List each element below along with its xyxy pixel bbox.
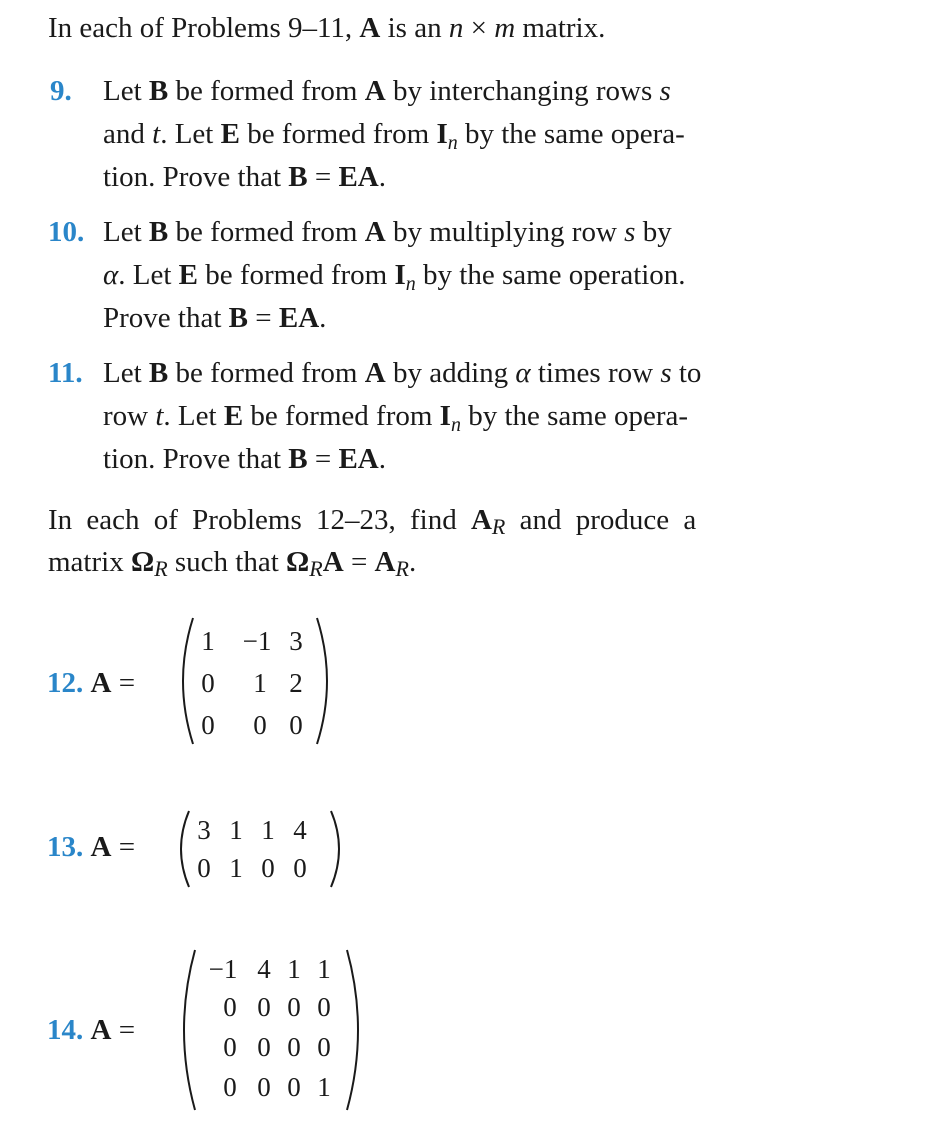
text: by the same opera-	[457, 118, 685, 150]
text: Let	[103, 216, 149, 248]
text: by	[635, 216, 672, 248]
intro-text: is an	[380, 12, 449, 44]
omega: Ω	[286, 546, 310, 578]
subscript-R: R	[154, 556, 168, 581]
matrix-cell: 0	[201, 710, 215, 740]
text: times row	[530, 357, 661, 389]
period: .	[319, 302, 327, 334]
var-s: s	[660, 357, 672, 389]
var-t: t	[155, 400, 164, 432]
problem-number-12: 12.	[47, 667, 84, 699]
period: .	[378, 443, 387, 475]
var-s: s	[659, 75, 671, 107]
matrix-cell: 0	[317, 1032, 331, 1062]
matrix-I: I	[436, 118, 448, 150]
problem-9-line-3	[103, 160, 386, 194]
matrix-I: I	[394, 259, 406, 291]
subscript-R: R	[491, 514, 506, 539]
alpha: α	[103, 259, 119, 291]
text: by the same operation.	[415, 259, 686, 291]
problem-10-line-1	[103, 215, 672, 249]
matrix-cell: 0	[287, 992, 301, 1022]
subscript-n: n	[447, 132, 458, 154]
matrix-cell: 0	[197, 853, 211, 883]
matrix-B: B	[148, 357, 169, 389]
matrix-cell: 0	[201, 668, 215, 698]
equals: =	[248, 302, 279, 334]
matrix-E: E	[178, 259, 198, 291]
matrix-cell: 0	[257, 992, 271, 1022]
matrix-cell: 1	[317, 1072, 331, 1102]
text: be formed from	[197, 259, 395, 291]
matrix-cell: 0	[257, 1032, 271, 1062]
equals: =	[343, 546, 375, 578]
matrix-A: A	[90, 667, 112, 699]
subscript-n: n	[405, 273, 416, 295]
matrix-cell: −1	[242, 626, 272, 656]
matrix-cell: 0	[289, 710, 303, 740]
matrix-cell: 1	[287, 954, 301, 984]
problem-10-line-3	[103, 301, 326, 335]
equals: =	[307, 443, 339, 475]
matrix-EA: EA	[338, 161, 379, 193]
text: be formed from	[168, 357, 365, 389]
matrix-cell: 0	[223, 1072, 237, 1102]
text: row	[103, 400, 156, 432]
text: by adding	[385, 357, 516, 389]
matrix-cell: 3	[289, 626, 303, 656]
problem-11-line-3	[103, 442, 386, 476]
problem-number-14: 14.	[47, 1014, 84, 1046]
text: tion. Prove that	[103, 161, 289, 193]
matrix-EA: EA	[338, 443, 379, 475]
problem-11-line-1	[103, 356, 701, 390]
matrix-B: B	[148, 75, 169, 107]
matrix-A: A	[90, 1014, 112, 1046]
matrix-cell: 4	[257, 954, 271, 984]
matrix-EA: EA	[278, 302, 320, 334]
matrix-cell: 0	[287, 1072, 301, 1102]
equals: =	[307, 161, 339, 193]
problem-13-label	[47, 830, 135, 864]
text: . Let	[163, 400, 224, 432]
var-s: s	[624, 216, 636, 248]
matrix-cell: 0	[223, 992, 237, 1022]
text: be formed from	[239, 118, 437, 150]
intro-text: matrix.	[515, 12, 606, 44]
text: be formed from	[168, 75, 365, 107]
var-m: m	[494, 12, 516, 44]
matrix-cell: 0	[261, 853, 275, 883]
intro-text: In each of Problems 9–11,	[48, 12, 360, 44]
matrix-13	[165, 806, 355, 892]
intro-problems-9-11	[48, 11, 605, 45]
text: and produce a	[505, 504, 697, 536]
matrix-cell: 1	[229, 853, 243, 883]
problem-9-line-2	[103, 117, 685, 160]
matrix-14	[165, 944, 375, 1116]
matrix-cell: 0	[287, 1032, 301, 1062]
problem-14-label	[47, 1013, 135, 1047]
text: and	[103, 118, 153, 150]
var-t: t	[152, 118, 161, 150]
matrix-A: A	[364, 75, 386, 107]
matrix-A: A	[364, 216, 386, 248]
period: .	[378, 161, 387, 193]
intro-problems-12-23-line-2	[48, 545, 416, 586]
text: Let	[103, 357, 149, 389]
matrix-cell: 1	[261, 815, 275, 845]
text: . Let	[118, 259, 179, 291]
matrix-E: E	[223, 400, 244, 432]
equals: =	[111, 831, 136, 863]
text: be formed from	[168, 216, 365, 248]
matrix-cell: −1	[208, 954, 238, 984]
text: In each of Problems 12–23, find	[48, 504, 471, 536]
alpha: α	[515, 357, 531, 389]
problem-12-label	[47, 666, 135, 700]
matrix-B: B	[148, 216, 169, 248]
var-n: n	[448, 12, 464, 44]
problem-10-line-2	[103, 258, 686, 301]
period: .	[408, 546, 417, 578]
matrix-A: A	[470, 504, 492, 536]
matrix-cell: 0	[253, 710, 267, 740]
matrix-cell: 4	[293, 815, 307, 845]
subscript-R: R	[395, 556, 409, 581]
matrix-I: I	[439, 400, 451, 432]
matrix-cell: 2	[289, 668, 303, 698]
matrix-B: B	[288, 161, 308, 193]
equals: =	[111, 1014, 136, 1046]
text: matrix	[48, 546, 131, 578]
matrix-B: B	[288, 443, 308, 475]
text: Prove that	[103, 302, 229, 334]
matrix-cell: 0	[223, 1032, 237, 1062]
matrix-cell: 0	[317, 992, 331, 1022]
problem-number-13: 13.	[47, 831, 84, 863]
matrix-E: E	[220, 118, 240, 150]
text: such that	[167, 546, 287, 578]
matrix-cell: 0	[293, 853, 307, 883]
matrix-A: A	[359, 12, 381, 44]
matrix-A: A	[364, 357, 386, 389]
problem-9-line-1	[103, 74, 671, 108]
times-symbol: ×	[463, 12, 495, 44]
text: . Let	[160, 118, 221, 150]
text: by multiplying row	[385, 216, 625, 248]
problem-11-line-2	[103, 399, 688, 442]
equals: =	[111, 667, 136, 699]
intro-problems-12-23-line-1	[48, 503, 766, 544]
matrix-A: A	[322, 546, 344, 578]
text: by the same opera-	[460, 400, 689, 432]
subscript-n: n	[450, 414, 461, 436]
matrix-B: B	[228, 302, 248, 334]
problem-number-9: 9.	[50, 75, 72, 107]
matrix-cell: 1	[317, 954, 331, 984]
text: Let	[103, 75, 149, 107]
matrix-cell: 3	[197, 815, 211, 845]
matrix-cell: 0	[257, 1072, 271, 1102]
text: by interchanging rows	[385, 75, 660, 107]
subscript-R: R	[309, 556, 323, 581]
problem-number-10: 10.	[48, 216, 85, 248]
omega: Ω	[130, 546, 155, 578]
problem-number-11: 11.	[48, 357, 83, 389]
matrix-cell: 1	[253, 668, 267, 698]
matrix-cell: 1	[201, 626, 215, 656]
matrix-cell: 1	[229, 815, 243, 845]
text: to	[671, 357, 702, 389]
matrix-A: A	[374, 546, 396, 578]
matrix-12	[165, 612, 345, 750]
matrix-A: A	[90, 831, 112, 863]
text: tion. Prove that	[103, 443, 289, 475]
text: be formed from	[243, 400, 440, 432]
